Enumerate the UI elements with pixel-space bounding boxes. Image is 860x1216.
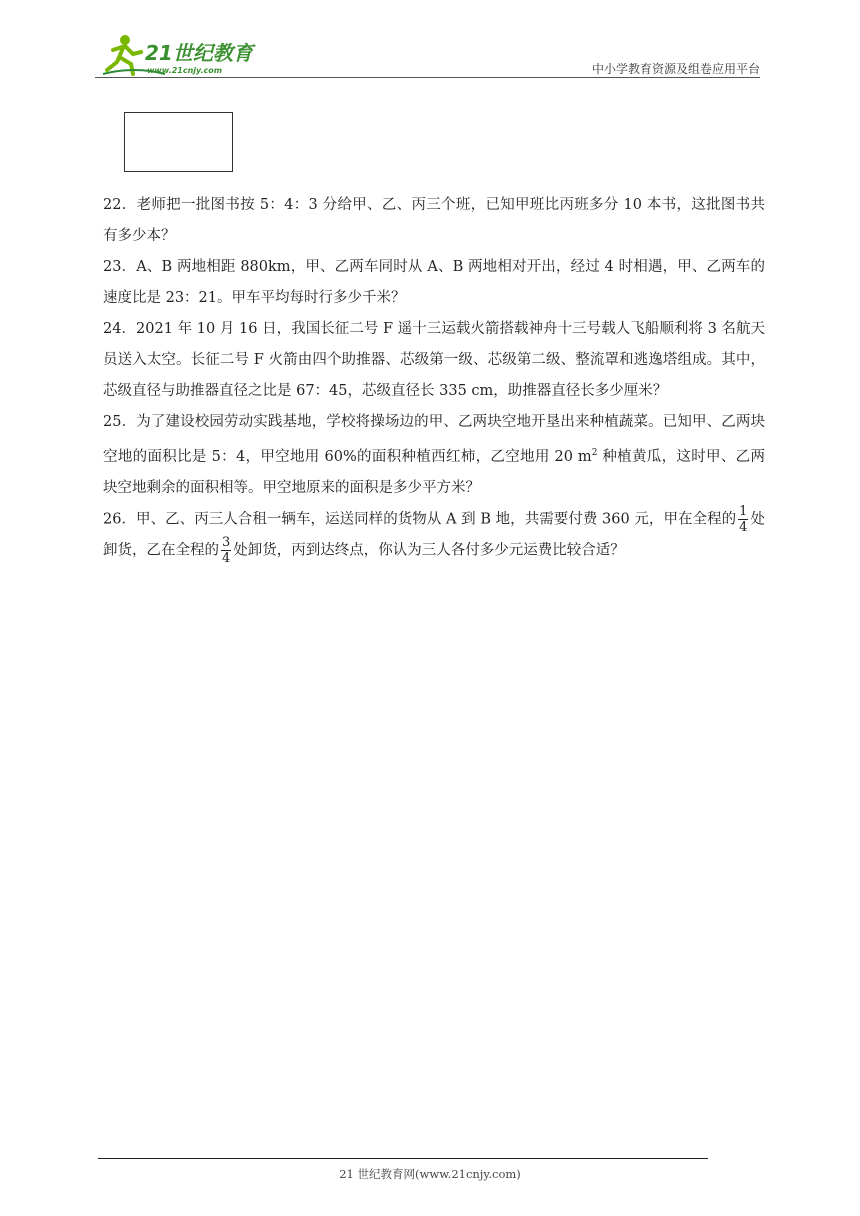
question-text-c: 处卸货，丙到达终点，你认为三人各付多少元运费比较合适？ <box>233 542 625 559</box>
question-24 <box>103 314 765 407</box>
page-header <box>95 30 760 80</box>
question-text-a: 为了建设校园劳动实践基地，学校将操场边的甲、乙两块空地开垦出来种植蔬菜。已知甲、乙两块空地的面积比是 5：4，甲空地用 60%的面积种植西红柿，乙空地用 20 m <box>103 414 765 465</box>
question-text-b: 处卸货，乙在全程的 <box>103 511 765 559</box>
fraction-numerator: 1 <box>739 503 748 519</box>
platform-label: 中小学教育资源及组卷应用平台 <box>591 62 760 76</box>
fraction-numerator: 3 <box>222 535 231 551</box>
question-text-b: 种植黄瓜，这时甲、乙两块空地剩余的面积相等。甲空地原来的面积是多少平方米？ <box>103 448 765 496</box>
question-text: A、B 两地相距 880km，甲、乙两车同时从 A、B 两地相对开出，经过 4 时相遇，甲、乙两车的速度比是 23：21。甲车平均每时行多少千米？ <box>103 259 766 306</box>
question-number: 24． <box>103 321 137 337</box>
fraction-three-quarters <box>221 535 231 566</box>
question-text-a: 甲、乙、丙三人合租一辆车，运送同样的货物从 A 到 B 地，共需要付费 360 元，甲在全程的 <box>136 511 737 528</box>
header-divider <box>95 77 760 78</box>
question-list <box>103 190 765 567</box>
question-22 <box>103 190 765 252</box>
question-number: 23． <box>103 259 137 275</box>
logo-text: 21世纪教育 <box>145 41 253 65</box>
answer-box <box>124 112 233 172</box>
site-logo <box>95 30 275 80</box>
fraction-denominator: 4 <box>222 551 231 567</box>
question-number: 26． <box>103 511 137 528</box>
runner-logo-icon <box>95 30 275 80</box>
fraction-denominator: 4 <box>739 519 748 535</box>
question-number: 22． <box>103 197 137 213</box>
fraction-one-quarter <box>738 504 748 535</box>
question-25 <box>103 407 765 504</box>
page-footer: 21 世纪教育网(www.21cnjy.com) <box>339 1167 521 1181</box>
logo-url: www.21cnjy.com <box>147 66 223 75</box>
superscript: 2 <box>591 448 598 458</box>
footer-divider <box>98 1158 708 1159</box>
question-text: 老师把一批图书按 5：4：3 分给甲、乙、丙三个班，已知甲班比丙班多分 10 本书，这批图书共有多少本？ <box>103 197 766 244</box>
question-26 <box>103 504 765 567</box>
question-23 <box>103 252 765 314</box>
question-number: 25． <box>103 414 137 430</box>
question-text: 2021 年 10 月 16 日，我国长征二号 F 遥十三运载火箭搭载神舟十三号载人飞船顺利将 3 名航天员送入太空。长征二号 F 火箭由四个助推器、芯级第一级、芯级第二级、整流罩和逃逸塔组成。其中，芯级直径与助推器直径之比是 67：45，芯级直径长 335 cm，助推器直径长多少厘米？ <box>103 321 766 399</box>
